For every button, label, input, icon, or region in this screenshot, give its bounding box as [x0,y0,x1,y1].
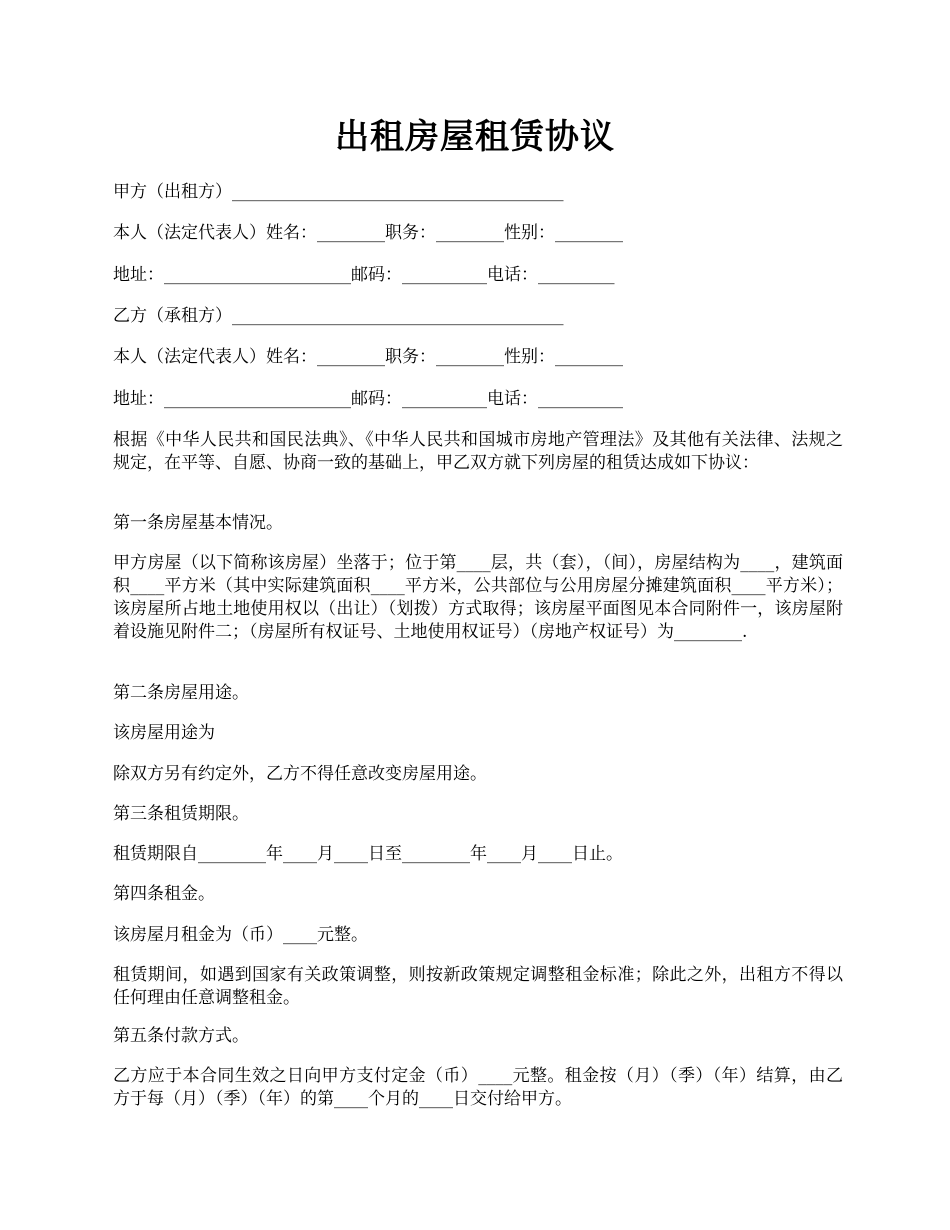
article-2-heading: 第二条房屋用途。 [113,683,249,703]
article-5-body: 乙方应于本合同生效之日向甲方支付定金（币）____元整。租金按（月）（季）（年）结算，由乙方于每（月）（季）（年）的第____个月的____日交付给甲方。 [113,1066,843,1109]
party-a-header: 甲方（出租方）_______________________________________ [113,182,564,202]
article-2-body-2: 除双方另有约定外，乙方不得任意改变房屋用途。 [113,764,487,784]
article-4-heading: 第四条租金。 [113,884,215,904]
party-b-person: 本人（法定代表人）姓名：________职务：________性别：________ [113,347,623,367]
article-3-body: 租赁期限自________年____月____日至________年____月____日止。 [113,844,623,864]
article-3-heading: 第三条租赁期限。 [113,804,249,824]
party-b-address: 地址：______________________邮码：__________电话：__________ [113,389,623,409]
article-4-body-1: 该房屋月租金为（币）____元整。 [113,925,368,945]
document-title: 出租房屋租赁协议 [335,117,615,157]
article-4-body-2: 租赁期间，如遇到国家有关政策调整，则按新政策规定调整租金标准；除此之外，出租方不得以任何理由任意调整租金。 [113,965,843,1008]
party-a-person: 本人（法定代表人）姓名：________职务：________性别：________ [113,223,623,243]
preamble-paragraph: 根据《中华人民共和国民法典》、《中华人民共和国城市房地产管理法》及其他有关法律、法规之规定，在平等、自愿、协商一致的基础上，甲乙双方就下列房屋的租赁达成如下协议： [113,430,843,473]
party-b-header: 乙方（承租方）_______________________________________ [113,306,564,326]
article-1-heading: 第一条房屋基本情况。 [113,513,283,533]
article-2-body-1: 该房屋用途为 [113,723,215,743]
party-a-address: 地址：______________________邮码：__________电话：_________ [113,265,615,285]
article-1-body: 甲方房屋（以下简称该房屋）坐落于；位于第____层，共（套），（间），房屋结构为____，建筑面积____平方米（其中实际建筑面积____平方米，公共部位与公用房屋分摊建筑面积____平方米）；该房屋所占地土地使用权以（出让）（划拨）方式取得；该房屋平面图见本合同附件一，该房屋附着设施见附件二；（房屋所有权证号、土地使用权证号）（房地产权证号）为________. [113,553,843,642]
article-5-heading: 第五条付款方式。 [113,1026,249,1046]
